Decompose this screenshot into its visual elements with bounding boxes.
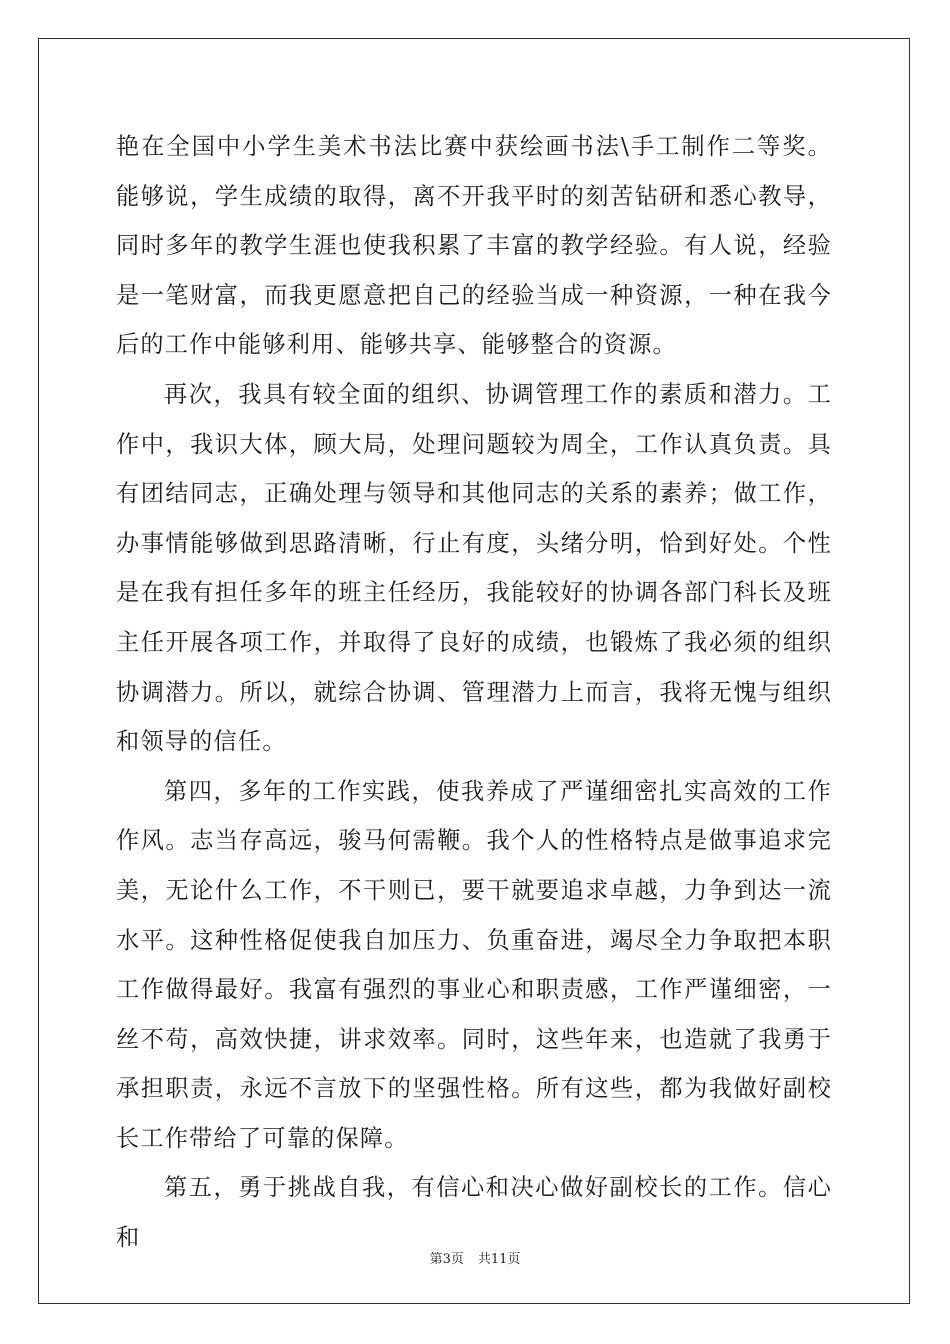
page-number: 第3页 — [429, 1252, 464, 1267]
document-body — [116, 122, 832, 1263]
paragraph-1: 艳在全国中小学生美术书法比赛中获绘画书法\手工制作二等奖。能够说，学生成绩的取得，离不开我平时的刻苦钻研和悉心教导，同时多年的教学生涯也使我积累了丰富的教学经验。有人说，经验是一笔财富，而我更愿意把自己的经验当成一种资源，一种在我今后的工作中能够利用、能够共享、能够整合的资源。 — [116, 133, 832, 359]
paragraph-2: 再次，我具有较全面的组织、协调管理工作的素质和潜力。工作中，我识大体，顾大局，处理问题较为周全，工作认真负责。具有团结同志，正确处理与领导和其他同志的关系的素养；做工作，办事情能够做到思路清晰，行止有度，头绪分明，恰到好处。个性是在我有担任多年的班主任经历，我能较好的协调各部门科长及班主任开展各项工作，并取得了良好的成绩，也锻炼了我必须的组织协调潜力。所以，就综合协调、管理潜力上而言，我将无愧与组织和领导的信任。 — [116, 380, 832, 756]
paragraph-4: 第五，勇于挑战自我，有信心和决心做好副校长的工作。信心和 — [116, 1174, 832, 1252]
paragraph-3: 第四，多年的工作实践，使我养成了严谨细密扎实高效的工作作风。志当存高远，骏马何需鞭。我个人的性格特点是做事追求完美，无论什么工作，不干则已，要干就要追求卓越，力争到达一流水平。这种性格促使我自加压力、负重奋进，竭尽全力争取把本职工作做得最好。我富有强烈的事业心和职责感，工作严谨细密，一丝不苟，高效快捷，讲求效率。同时，这些年来，也造就了我勇于承担职责，永远不言放下的坚强性格。所有这些，都为我做好副校长工作带给了可靠的保障。 — [116, 777, 832, 1152]
page-footer — [0, 1248, 950, 1267]
page-total: 共11页 — [477, 1252, 521, 1267]
